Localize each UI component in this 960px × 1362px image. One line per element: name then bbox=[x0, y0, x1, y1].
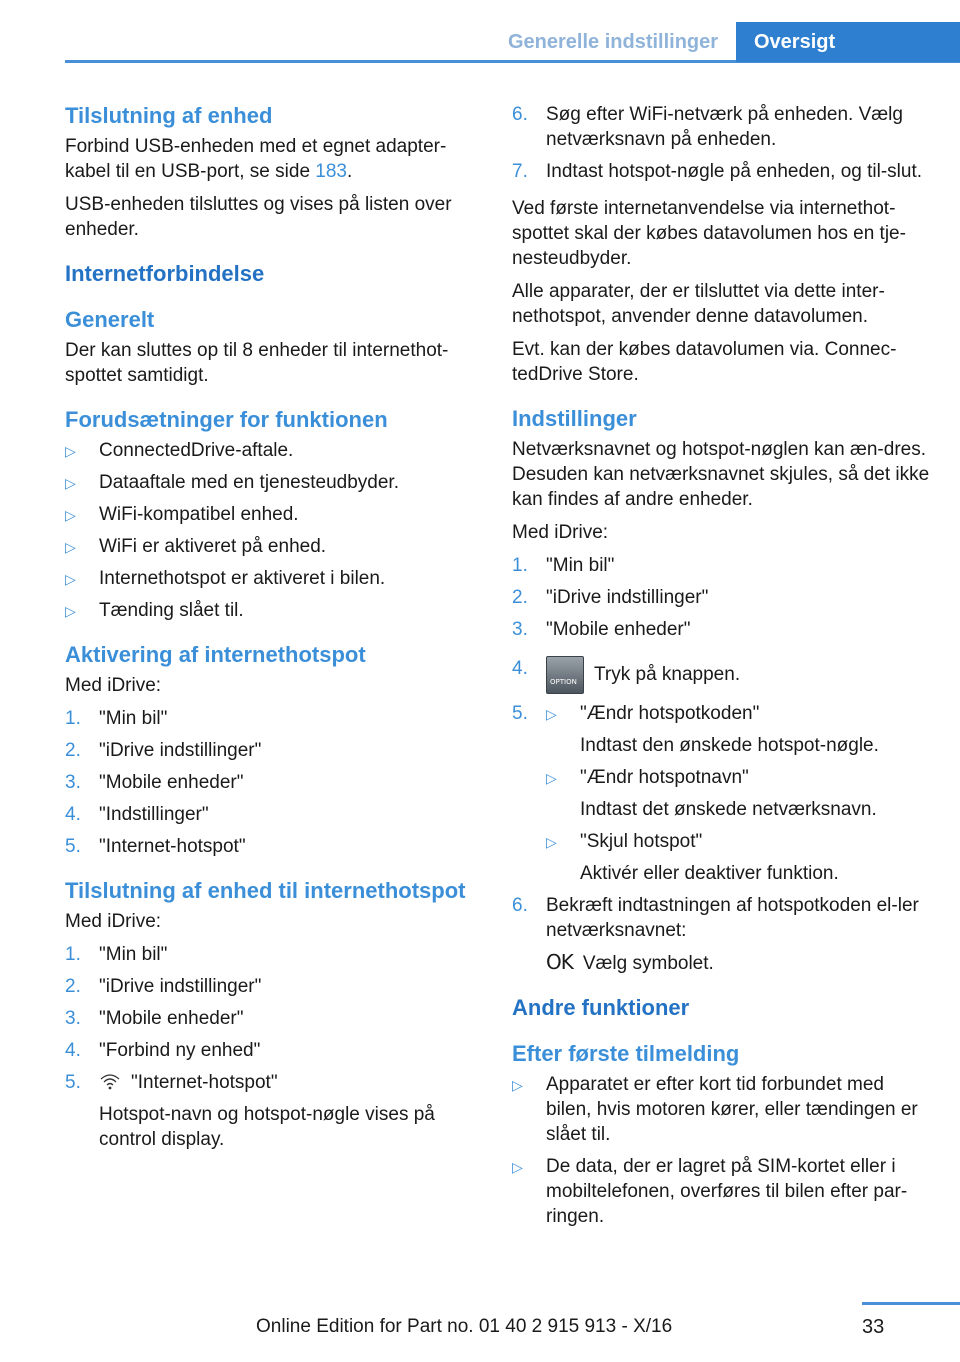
list-item bbox=[65, 974, 483, 999]
paragraph-with-idrive: Med iDrive: bbox=[65, 911, 162, 932]
triangle-bullet-icon: ▷ bbox=[65, 507, 76, 523]
step-number: 6. bbox=[512, 895, 528, 916]
list-item bbox=[512, 617, 932, 642]
step-number: 4. bbox=[65, 804, 81, 825]
step-note-text: Vælg symbolet. bbox=[582, 953, 714, 974]
step-number: 3. bbox=[65, 1008, 81, 1029]
list-item-text: "iDrive indstillinger" bbox=[99, 976, 262, 997]
list-item bbox=[512, 585, 932, 610]
triangle-bullet-icon: ▷ bbox=[546, 834, 557, 850]
step-number: 7. bbox=[512, 161, 528, 182]
list-item-text: "Min bil" bbox=[99, 944, 168, 965]
list-item-text: "Min bil" bbox=[546, 555, 615, 576]
list-item bbox=[65, 834, 483, 859]
list-item bbox=[546, 701, 932, 758]
list-item-text: "Indstillinger" bbox=[99, 804, 209, 825]
paragraph-connect-usb bbox=[65, 134, 483, 184]
header-section-title: Generelle indstillinger bbox=[508, 31, 719, 53]
step-number: 2. bbox=[65, 976, 81, 997]
heading-connect-device: Tilslutning af enhed bbox=[65, 103, 273, 128]
step-number: 1. bbox=[512, 555, 528, 576]
list-item-text: Indtast hotspot-nøgle på enheden, og til‐slut. bbox=[546, 161, 923, 182]
paragraph-with-idrive: Med iDrive: bbox=[512, 522, 609, 543]
step-note: Indtast det ønskede netværksnavn. bbox=[580, 799, 877, 820]
footer-rule bbox=[862, 1302, 960, 1305]
paragraph-text: Forbind USB-enheden med et egnet adapter‐kabel til en USB-port, se side bbox=[65, 136, 447, 182]
step-number: 1. bbox=[65, 708, 81, 729]
triangle-bullet-icon: ▷ bbox=[512, 1159, 523, 1175]
list-item-text: ConnectedDrive-aftale. bbox=[99, 440, 294, 461]
list-item bbox=[65, 438, 483, 463]
step-number: 6. bbox=[512, 104, 528, 125]
list-item bbox=[512, 656, 932, 694]
page-link[interactable]: 183 bbox=[315, 161, 347, 182]
step-number: 5. bbox=[65, 836, 81, 857]
list-item-text: Apparatet er efter kort tid forbundet med bilen, hvis motoren kører, eller tændingen er slået til. bbox=[546, 1074, 918, 1145]
list-item bbox=[65, 1070, 483, 1152]
list-item bbox=[65, 566, 483, 591]
paragraph-text: . bbox=[347, 161, 353, 182]
list-item-text: "Ændr hotspotkoden" bbox=[580, 703, 760, 724]
list-item bbox=[512, 1154, 932, 1229]
step-number: 3. bbox=[65, 772, 81, 793]
paragraph-connecteddrive-store: Evt. kan der købes datavolumen via. Connec‐tedDrive Store. bbox=[512, 339, 897, 385]
list-item-text: Bekræft indtastningen af hotspotkoden el‐ler netværksnavnet: bbox=[546, 895, 919, 941]
step-number: 2. bbox=[512, 587, 528, 608]
list-item-text: WiFi er aktiveret på enhed. bbox=[99, 536, 327, 557]
heading-activate-hotspot: Aktivering af internethotspot bbox=[65, 642, 366, 667]
list-item bbox=[65, 942, 483, 967]
list-item bbox=[65, 598, 483, 623]
paragraph-general: Der kan sluttes op til 8 enheder til internethot‐spottet samtidigt. bbox=[65, 340, 449, 386]
step-number: 1. bbox=[65, 944, 81, 965]
header-tab bbox=[736, 22, 960, 62]
list-item bbox=[546, 765, 932, 822]
paragraph-usb-list: USB-enheden tilsluttes og vises på listen over enheder. bbox=[65, 194, 452, 240]
heading-general: Generelt bbox=[65, 307, 155, 332]
list-item bbox=[546, 829, 932, 886]
list-item-text: "Ændr hotspotnavn" bbox=[580, 767, 749, 788]
list-item bbox=[65, 706, 483, 731]
list-item-text: "Skjul hotspot" bbox=[580, 831, 703, 852]
activate-steps bbox=[65, 706, 483, 859]
list-item-text: Dataaftale med en tjenesteudbyder. bbox=[99, 472, 399, 493]
prerequisites-list bbox=[65, 438, 483, 623]
step-number: 4. bbox=[65, 1040, 81, 1061]
heading-internet: Internetforbindelse bbox=[65, 261, 265, 286]
list-item-text: "Min bil" bbox=[99, 708, 168, 729]
paragraph-all-devices: Alle apparater, der er tilsluttet via dette inter‐nethotspot, anvender denne datavolumen. bbox=[512, 281, 885, 327]
sub-options-list bbox=[546, 701, 932, 886]
list-item-text: "Forbind ny enhed" bbox=[99, 1040, 261, 1061]
step-note: Hotspot-navn og hotspot-nøgle vises på control display. bbox=[99, 1104, 435, 1150]
after-registration-list bbox=[512, 1072, 932, 1229]
triangle-bullet-icon: ▷ bbox=[546, 770, 557, 786]
step-number: 5. bbox=[512, 703, 528, 724]
list-item bbox=[512, 893, 932, 976]
list-item-text: WiFi-kompatibel enhed. bbox=[99, 504, 299, 525]
connect-steps bbox=[65, 942, 483, 1152]
heading-after-registration: Efter første tilmelding bbox=[512, 1041, 740, 1066]
list-item bbox=[65, 802, 483, 827]
heading-connect-to-hotspot: Tilslutning af enhed til internethotspot bbox=[65, 878, 466, 903]
list-item-text: Søg efter WiFi-netværk på enheden. Vælg netværksnavn på enheden. bbox=[546, 104, 903, 150]
list-item-text: "Mobile enheder" bbox=[546, 619, 691, 640]
paragraph-settings: Netværksnavnet og hotspot-nøglen kan æn‐dres. Desuden kan netværksnavnet skjules, så det ikke kan findes af andre enheder. bbox=[512, 439, 930, 510]
step-number: 3. bbox=[512, 619, 528, 640]
list-item bbox=[65, 738, 483, 763]
list-item bbox=[512, 553, 932, 578]
list-item-text: De data, der er lagret på SIM-kortet eller i mobiltelefonen, overføres til bilen efter par‐ringen. bbox=[546, 1156, 908, 1227]
heading-prerequisites: Forudsætninger for funktionen bbox=[65, 407, 388, 432]
list-item-text: "iDrive indstillinger" bbox=[546, 587, 709, 608]
list-item bbox=[65, 770, 483, 795]
list-item bbox=[512, 102, 932, 152]
right-column bbox=[512, 102, 932, 1241]
list-item bbox=[512, 159, 932, 184]
paragraph-data-volume: Ved første internetanvendelse via internethot‐spottet skal der købes datavolumen hos en tje‐nesteudbyder. bbox=[512, 198, 906, 269]
heading-settings: Indstillinger bbox=[512, 406, 637, 431]
list-item-text: "Internet-hotspot" bbox=[131, 1072, 278, 1093]
triangle-bullet-icon: ▷ bbox=[65, 571, 76, 587]
list-item-text: "Mobile enheder" bbox=[99, 1008, 244, 1029]
left-column bbox=[65, 102, 483, 1164]
paragraph-with-idrive: Med iDrive: bbox=[65, 675, 162, 696]
triangle-bullet-icon: ▷ bbox=[65, 603, 76, 619]
list-item-text: Internethotspot er aktiveret i bilen. bbox=[99, 568, 386, 589]
step-note: Indtast den ønskede hotspot-nøgle. bbox=[580, 735, 879, 756]
list-item-text: "Internet-hotspot" bbox=[99, 836, 246, 857]
option-button-icon bbox=[546, 656, 584, 694]
list-item bbox=[65, 1038, 483, 1063]
wifi-hotspot-icon bbox=[99, 1072, 121, 1090]
list-item-text: "Mobile enheder" bbox=[99, 772, 244, 793]
triangle-bullet-icon: ▷ bbox=[65, 539, 76, 555]
list-item-text: Tænding slået til. bbox=[99, 600, 244, 621]
list-item bbox=[65, 534, 483, 559]
footer-edition: Online Edition for Part no. 01 40 2 915 913 - X/16 bbox=[256, 1316, 673, 1337]
list-item-text: "iDrive indstillinger" bbox=[99, 740, 262, 761]
step-number: 2. bbox=[65, 740, 81, 761]
triangle-bullet-icon: ▷ bbox=[546, 706, 557, 722]
settings-steps bbox=[512, 553, 932, 976]
list-item bbox=[512, 1072, 932, 1147]
triangle-bullet-icon: ▷ bbox=[65, 475, 76, 491]
list-item bbox=[65, 470, 483, 495]
list-item-text: Tryk på knappen. bbox=[594, 664, 741, 685]
heading-other-functions: Andre funktioner bbox=[512, 995, 690, 1020]
list-item bbox=[65, 1006, 483, 1031]
step-note: Aktivér eller deaktiver funktion. bbox=[580, 863, 839, 884]
list-item bbox=[512, 701, 932, 886]
step-number: 4. bbox=[512, 658, 528, 679]
page-number: 33 bbox=[862, 1316, 885, 1338]
triangle-bullet-icon: ▷ bbox=[512, 1077, 523, 1093]
step-number: 5. bbox=[65, 1072, 81, 1093]
connect-steps-continued bbox=[512, 102, 932, 184]
header-tab-label: Oversigt bbox=[754, 31, 836, 53]
triangle-bullet-icon: ▷ bbox=[65, 443, 76, 459]
step-note bbox=[546, 950, 932, 976]
list-item bbox=[65, 502, 483, 527]
ok-icon: OK bbox=[546, 950, 573, 974]
